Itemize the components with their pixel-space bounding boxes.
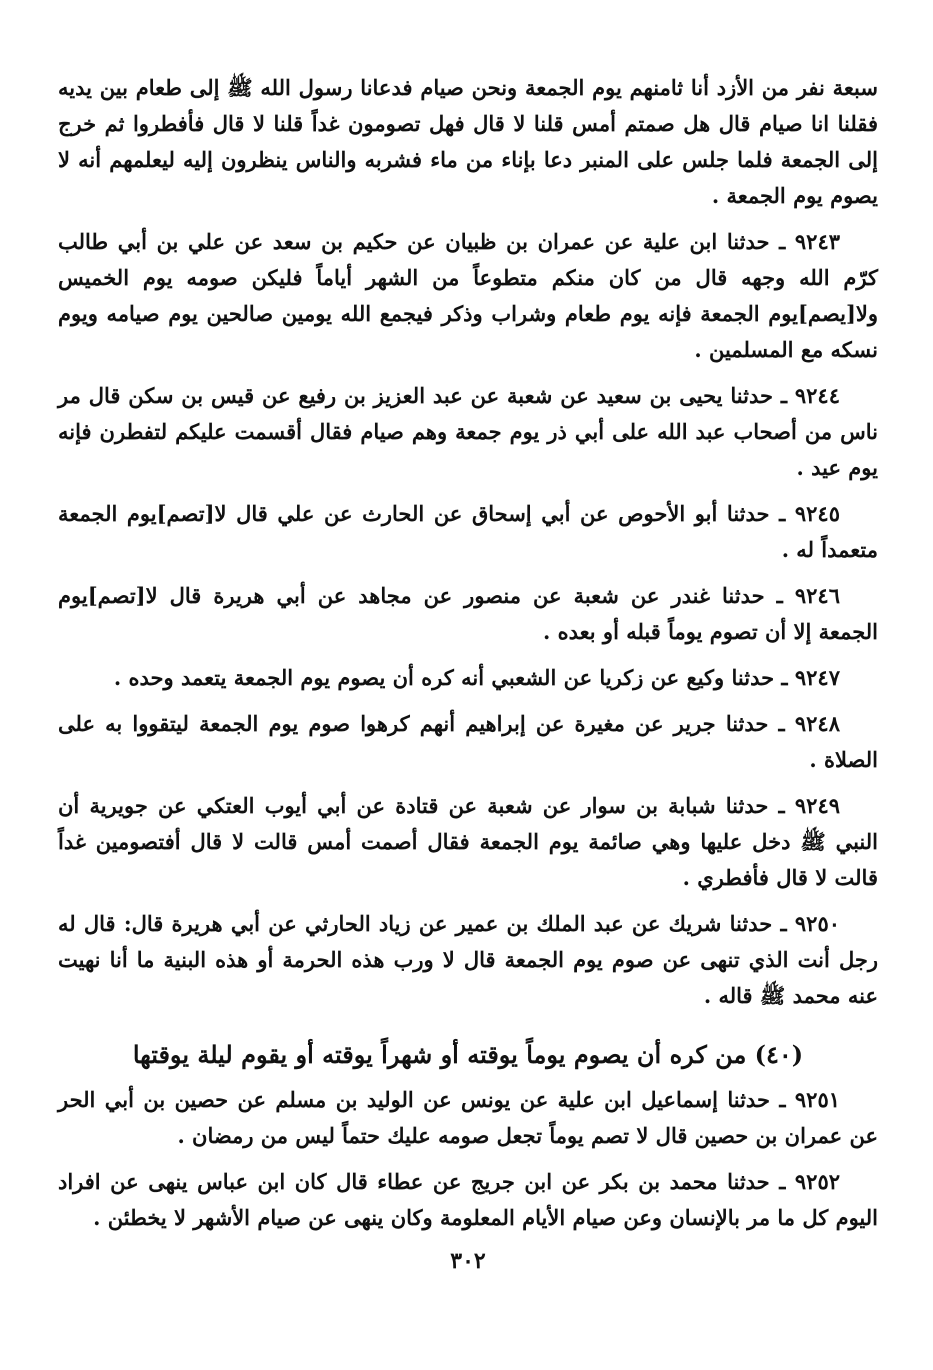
hadith-number: ٩٢٥١ <box>794 1087 841 1112</box>
hadith-entry <box>58 378 878 486</box>
hadith-label: ـ حدثنا <box>722 583 783 608</box>
hadith-entry <box>58 496 878 568</box>
hadith-entry <box>58 788 878 896</box>
hadith-label: ـ حدثنا <box>731 665 788 690</box>
hadith-entry <box>58 660 878 696</box>
hadith-text: وكيع عن زكريا عن الشعبي أنه كره أن يصوم يوم الجمعة يتعمد وحده . <box>113 665 725 690</box>
hadith-entry <box>58 906 878 1014</box>
intro-paragraph: سبعة نفر من الأزد أنا ثامنهم يوم الجمعة ونحن صيام فدعانا رسول الله ﷺ إلى طعام بين يديه فقلنا انا صيام قال هل صمتم أمس قلنا لا قال فهل تصومون غداً قلنا لا قال فأفطروا ثم خرج إلى الجمعة فلما جلس على المنبر دعا بإناء من ماء فشربه والناس ينظرون إليه ليعلمهم أنه لا يصوم يوم الجمعة . <box>58 75 878 208</box>
hadith-text: جرير عن مغيرة عن إبراهيم أنهم كرهوا صوم يوم الجمعة ليتقووا به على الصلاة . <box>58 711 878 772</box>
hadith-label: ـ حدثنا <box>725 793 785 818</box>
hadith-entry <box>58 1164 878 1236</box>
hadith-number: ٩٢٥٠ <box>794 911 841 936</box>
hadith-entry <box>58 706 878 778</box>
hadith-label: ـ حدثنا <box>729 911 787 936</box>
hadith-entry <box>58 224 878 368</box>
hadith-label: ـ حدثنا <box>727 1087 786 1112</box>
hadith-text: أبو الأحوص عن أبي إسحاق عن الحارث عن علي قال لا[تصم]يوم الجمعة متعمداً له . <box>58 501 878 562</box>
book-page <box>58 70 878 1276</box>
hadith-label: ـ حدثنا <box>730 383 787 408</box>
hadith-number: ٩٢٤٧ <box>794 665 840 690</box>
hadith-text: يحيى بن سعيد عن شعبة عن عبد العزيز بن رفيع عن قيس بن سكن قال مر ناس من أصحاب عبد الله على أبي ذر يوم جمعة وهم صيام فقال أقسمت عليكم لتفطرن فإنه يوم عيد . <box>58 383 878 480</box>
hadith-text: غندر عن شعبة عن منصور عن مجاهد عن أبي هريرة قال لا[تصم]يوم الجمعة إلا أن تصوم يوماً قبله أو بعده . <box>58 583 878 644</box>
hadith-text: ابن علية عن عمران بن ظبيان عن حكيم بن سعد عن علي بن أبي طالب كرّم الله وجهه قال من كان منكم متطوعاً من الشهر أياماً فليكن صومه يوم الخميس ولا[يصم]يوم الجمعة فإنه يوم طعام وشراب وذكر فيجمع الله يومين صالحين يوم صيامه ويوم نسكه مع المسلمين . <box>58 229 878 362</box>
hadith-text: إسماعيل ابن علية عن يونس عن الوليد بن مسلم عن حصين بن أبي الحر عن عمران بن حصين قال لا تصم يوماً تجعل صومه عليك حتماً ليس من رمضان . <box>58 1087 878 1148</box>
hadith-label: ـ حدثنا <box>727 1169 786 1194</box>
hadith-number: ٩٢٤٥ <box>794 501 840 526</box>
hadith-entry <box>58 1082 878 1154</box>
hadith-text: شبابة بن سوار عن شعبة عن قتادة عن أبي أيوب العتكي عن جويرية أن النبي ﷺ دخل عليها وهي صائمة يوم الجمعة فقال أصمت أمس قالت لا قال أفتصومين غداً قالت لا قال فأفطري . <box>58 793 878 890</box>
hadith-number: ٩٢٤٨ <box>794 711 840 736</box>
section-heading: (٤٠) من كره أن يصوم يوماً يوقته أو شهراً يوقته أو يقوم ليلة يوقتها <box>132 1040 804 1069</box>
hadith-text: محمد بن بكر عن ابن جريج عن عطاء قال كان ابن عباس ينهى عن افراد اليوم كل ما مر بالإنسان وعن صيام الأيام المعلومة وكان ينهى عن صيام الأشهر لا يخطئن . <box>58 1169 878 1230</box>
hadith-label: ـ حدثنا <box>726 501 786 526</box>
hadith-number: ٩٢٥٢ <box>794 1169 841 1194</box>
hadith-number: ٩٢٤٣ <box>794 229 841 254</box>
hadith-number: ٩٢٤٩ <box>794 793 841 818</box>
hadith-number: ٩٢٤٤ <box>794 383 840 408</box>
hadith-label: ـ حدثنا <box>726 229 786 254</box>
hadith-label: ـ حدثنا <box>725 711 785 736</box>
hadith-entry <box>58 578 878 650</box>
hadith-number: ٩٢٤٦ <box>794 583 840 608</box>
hadith-text: شريك عن عبد الملك بن عمير عن زياد الحارثي عن أبي هريرة قال: قال له رجل أنت الذي تنهى عن صوم يوم الجمعة قال لا ورب هذه الحرمة أو هذه البنية ما أنا نهيت عنه محمد ﷺ قاله . <box>58 911 878 1008</box>
page-number: ٣٠٢ <box>450 1248 486 1274</box>
